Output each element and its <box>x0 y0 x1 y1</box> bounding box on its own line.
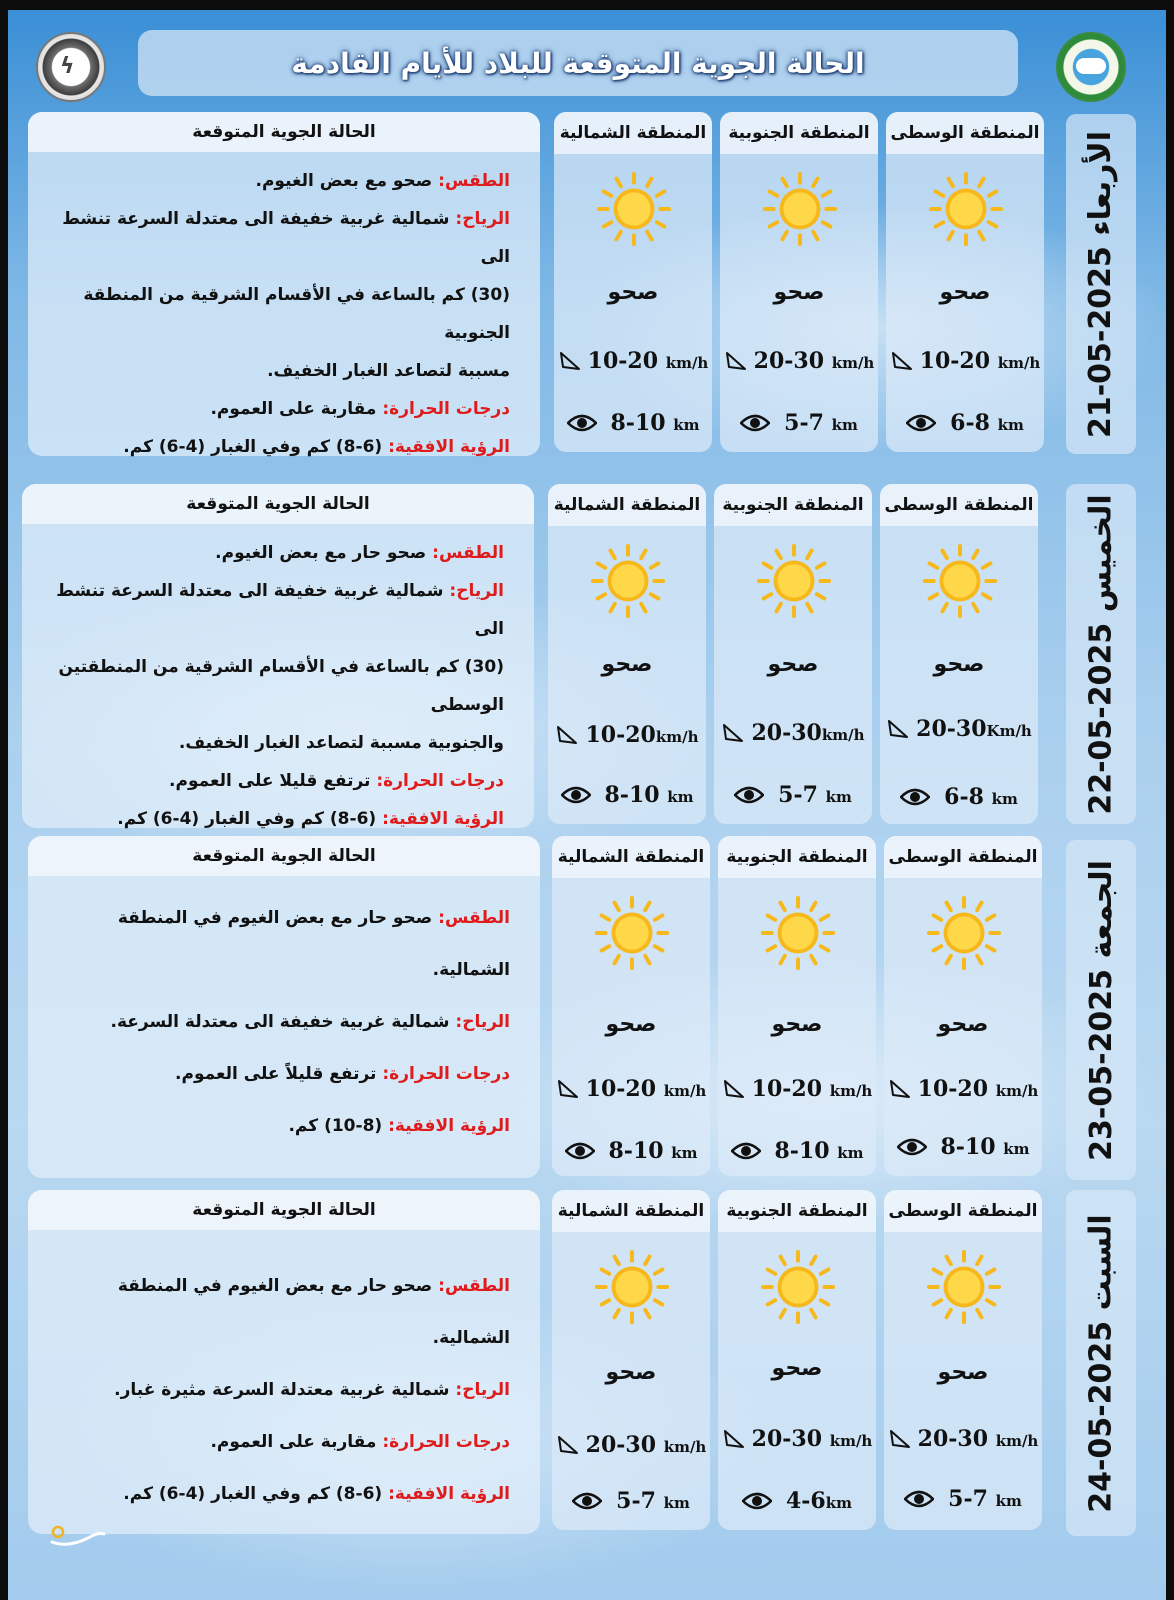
eye-icon <box>742 1491 772 1511</box>
visibility: 8-10 km <box>548 782 706 808</box>
wind-arrow-icon <box>555 723 579 747</box>
sun-ray <box>770 191 778 195</box>
forecast-line: درجات الحرارة: ترتفع قليلاً على العموم. <box>175 1064 510 1084</box>
sun-icon <box>921 542 999 620</box>
sun-ray <box>655 915 663 919</box>
condition-text: صحو <box>937 1012 989 1037</box>
sun-ray <box>614 903 618 911</box>
sun-ray <box>645 1310 649 1318</box>
sun-ray <box>645 1257 649 1265</box>
sun-ray <box>616 232 620 240</box>
sun-icon <box>593 1248 671 1326</box>
wind-speed: 10-20 km/h <box>554 348 712 374</box>
wind-arrow-icon <box>556 1433 580 1457</box>
sun-ray <box>655 1300 663 1304</box>
wind-speed: 20-30Km/h <box>880 716 1038 742</box>
sun-icon <box>589 542 667 620</box>
region-name: المنطقة الشمالية <box>554 112 712 154</box>
sun-ray <box>655 946 663 950</box>
sun-ray <box>782 232 786 240</box>
forecast-line: والجنوبية مسببة لتصاعد الغبار الخفيف. <box>178 733 504 753</box>
sun-ray <box>948 232 952 240</box>
forecast-panel <box>28 836 540 1178</box>
sun-ray <box>807 551 811 559</box>
eye-icon <box>731 1141 761 1161</box>
forecast-line: الطقس: صحو مع بعض الغيوم. <box>255 171 510 191</box>
region-name: المنطقة الوسطى <box>884 1190 1042 1232</box>
eye-icon <box>897 1137 927 1157</box>
sun-ray <box>651 594 659 598</box>
forecast-line: مسببة لتصاعد الغبار الخفيف. <box>267 361 510 381</box>
sun-ray <box>821 915 829 919</box>
sun-ray <box>614 1310 618 1318</box>
sun-ray <box>811 903 815 911</box>
sun-ray <box>647 232 651 240</box>
sun-ray <box>598 563 606 567</box>
region-card-central <box>884 836 1042 1176</box>
eye-icon <box>565 1141 595 1161</box>
forecast-line: الرؤية الافقية: (6-8) كم وفي الغبار (4-6) كم. <box>123 437 510 457</box>
forecast-text <box>22 524 534 838</box>
sun-ray <box>930 563 938 567</box>
sun-ray <box>987 1269 995 1273</box>
sun-ray <box>813 232 817 240</box>
sun-icon <box>595 170 673 248</box>
forecast-panel <box>28 112 540 456</box>
wind-arrow-icon <box>886 717 910 741</box>
sun-ray <box>977 956 981 964</box>
sun-ray <box>989 191 997 195</box>
sun-ray <box>768 946 776 950</box>
day-label: السبت 2025-05-24 <box>1066 1190 1136 1536</box>
forecast-text <box>28 1230 540 1520</box>
sun-ray <box>987 946 995 950</box>
forecast-text <box>28 152 540 466</box>
sun-icon <box>925 1248 1003 1326</box>
region-name: المنطقة الوسطى <box>884 836 1042 878</box>
sun-ray <box>946 1257 950 1265</box>
sun-ray <box>983 594 991 598</box>
day-label: الخميس 2025-05-22 <box>1066 484 1136 824</box>
sun-ray <box>823 191 831 195</box>
sun-ray <box>934 915 942 919</box>
sun-ray <box>811 1310 815 1318</box>
condition-text: صحو <box>773 280 825 305</box>
sun-icon <box>927 170 1005 248</box>
sun-ray <box>657 191 665 195</box>
sun-ray <box>987 1300 995 1304</box>
eye-icon <box>900 787 930 807</box>
sun-ray <box>948 179 952 187</box>
page-title-banner <box>138 30 1018 96</box>
wind-speed: 20-30 km/h <box>552 1432 710 1458</box>
region-name: المنطقة الشمالية <box>548 484 706 526</box>
sun-ray <box>657 222 665 226</box>
wind-arrow-icon <box>890 349 914 373</box>
forecast-line: الرياح: شمالية غربية خفيفة الى معتدلة السرعة تنشط الى <box>56 581 504 639</box>
wind-speed: 10-20km/h <box>548 722 706 748</box>
sun-icon <box>759 894 837 972</box>
condition-text: صحو <box>937 1360 989 1385</box>
wind-arrow-icon <box>556 1077 580 1101</box>
sun-ray <box>655 1269 663 1273</box>
forecast-line: الرؤية الافقية: (6-8) كم وفي الغبار (4-6) كم. <box>123 1484 510 1504</box>
forecast-line: (30) كم بالساعة في الأقسام الشرقية من المنطقة الجنوبية <box>83 285 510 343</box>
condition-text: صحو <box>605 1012 657 1037</box>
sun-ray <box>936 191 944 195</box>
sun-ray <box>641 604 645 612</box>
visibility: 8-10 km <box>718 1138 876 1164</box>
forecast-poster <box>8 10 1166 1600</box>
sun-ray <box>821 1269 829 1273</box>
forecast-line: الرؤية الافقية: (6-8) كم وفي الغبار (4-6) كم. <box>117 809 504 829</box>
sun-ray <box>780 903 784 911</box>
region-name: المنطقة الشمالية <box>552 1190 710 1232</box>
condition-text: صحو <box>601 652 653 677</box>
eye-icon <box>904 1489 934 1509</box>
visibility: 6-8 km <box>886 410 1044 436</box>
sun-ray <box>604 222 612 226</box>
condition-text: صحو <box>607 280 659 305</box>
wind-arrow-icon <box>721 721 745 745</box>
sun-ray <box>645 903 649 911</box>
day-label: الجمعة 2025-05-23 <box>1066 840 1136 1180</box>
forecast-title: الحالة الجوية المتوقعة <box>28 1190 540 1230</box>
forecast-title: الحالة الجوية المتوقعة <box>28 836 540 876</box>
wind-speed: 10-20 km/h <box>552 1076 710 1102</box>
sun-ray <box>647 179 651 187</box>
sun-ray <box>946 956 950 964</box>
sun-ray <box>776 604 780 612</box>
visibility: 5-7 km <box>720 410 878 436</box>
region-card-southern <box>718 1190 876 1530</box>
wind-arrow-icon <box>888 1077 912 1101</box>
eye-icon <box>906 413 936 433</box>
condition-text: صحو <box>767 652 819 677</box>
wind-arrow-icon <box>558 349 582 373</box>
sun-ray <box>782 179 786 187</box>
sun-ray <box>979 179 983 187</box>
sun-ray <box>614 956 618 964</box>
authority-logo <box>1056 32 1126 102</box>
visibility: 4-6km <box>718 1488 876 1514</box>
visibility: 6-8 km <box>880 784 1038 810</box>
sun-ray <box>764 594 772 598</box>
wind-arrow-icon <box>722 1077 746 1101</box>
forecast-line: الطقس: صحو حار مع بعض الغيوم. <box>215 543 504 563</box>
region-card-northern <box>548 484 706 824</box>
forecast-line: درجات الحرارة: مقاربة على العموم. <box>210 1432 510 1452</box>
cloud-icon <box>1076 58 1106 74</box>
sun-ray <box>979 232 983 240</box>
sun-ray <box>823 222 831 226</box>
sun-icon <box>925 894 1003 972</box>
forecast-line: الرياح: شمالية غربية معتدلة السرعة مثيرة غبار. <box>114 1380 510 1400</box>
sun-ray <box>936 222 944 226</box>
sun-ray <box>977 1257 981 1265</box>
region-card-northern <box>552 1190 710 1530</box>
wind-arrow-icon <box>888 1427 912 1451</box>
visibility: 8-10 km <box>554 410 712 436</box>
forecast-line: الطقس: صحو حار مع بعض الغيوم في المنطقة الشمالية. <box>117 908 510 980</box>
sun-ray <box>821 1300 829 1304</box>
visibility: 5-7 km <box>552 1488 710 1514</box>
sun-ray <box>780 956 784 964</box>
wind-speed: 20-30 km/h <box>884 1426 1042 1452</box>
forecast-line: درجات الحرارة: مقاربة على العموم. <box>210 399 510 419</box>
sun-ray <box>598 594 606 598</box>
sun-ray <box>946 1310 950 1318</box>
sun-ray <box>602 1269 610 1273</box>
region-name: المنطقة الجنوبية <box>720 112 878 154</box>
sun-ray <box>811 956 815 964</box>
visibility: 8-10 km <box>552 1138 710 1164</box>
forecast-line: الرؤية الافقية: (8-10) كم. <box>288 1116 510 1136</box>
sun-ray <box>817 594 825 598</box>
eye-icon <box>740 413 770 433</box>
sun-ray <box>942 551 946 559</box>
wind-arrow-icon <box>724 349 748 373</box>
lightning-icon: ϟ <box>60 54 75 79</box>
sun-ray <box>768 1300 776 1304</box>
sun-ray <box>768 1269 776 1273</box>
sun-ray <box>602 946 610 950</box>
sun-ray <box>977 903 981 911</box>
condition-text: صحو <box>933 652 985 677</box>
sun-ray <box>770 222 778 226</box>
forecast-panel <box>28 1190 540 1534</box>
forecast-panel <box>22 484 534 828</box>
region-card-southern <box>720 112 878 452</box>
forecast-line: الرياح: شمالية غربية خفيفة الى معتدلة السرعة تنشط الى <box>62 209 510 267</box>
condition-text: صحو <box>939 280 991 305</box>
wind-speed: 20-30 km/h <box>718 1426 876 1452</box>
sun-ray <box>610 551 614 559</box>
sun-ray <box>602 1300 610 1304</box>
forecast-title: الحالة الجوية المتوقعة <box>22 484 534 524</box>
wind-speed: 10-20 km/h <box>886 348 1044 374</box>
sun-ray <box>942 604 946 612</box>
wind-speed: 10-20 km/h <box>884 1076 1042 1102</box>
wind-arrow-icon <box>722 1427 746 1451</box>
eye-icon <box>734 785 764 805</box>
condition-text: صحو <box>771 1012 823 1037</box>
sun-ray <box>934 1269 942 1273</box>
sun-ray <box>610 604 614 612</box>
sun-ray <box>811 1257 815 1265</box>
sun-ray <box>780 1310 784 1318</box>
condition-text: صحو <box>771 1356 823 1381</box>
watermark-logo <box>48 1520 108 1550</box>
region-card-southern <box>714 484 872 824</box>
sun-icon <box>759 1248 837 1326</box>
sun-ray <box>821 946 829 950</box>
sun-ray <box>807 604 811 612</box>
sun-ray <box>768 915 776 919</box>
meteorology-logo <box>36 32 106 102</box>
sun-ray <box>946 903 950 911</box>
region-name: المنطقة الجنوبية <box>714 484 872 526</box>
wind-speed: 10-20 km/h <box>718 1076 876 1102</box>
region-card-northern <box>552 836 710 1176</box>
sun-ray <box>987 915 995 919</box>
forecast-line: الطقس: صحو حار مع بعض الغيوم في المنطقة الشمالية. <box>117 1276 510 1348</box>
visibility: 8-10 km <box>884 1134 1042 1160</box>
sun-ray <box>614 1257 618 1265</box>
forecast-text <box>28 876 540 1152</box>
region-name: المنطقة الوسطى <box>886 112 1044 154</box>
day-label: الأربعاء 2025-05-21 <box>1066 114 1136 454</box>
wind-speed: 20-30km/h <box>714 720 872 746</box>
sun-icon <box>761 170 839 248</box>
sun-ray <box>604 191 612 195</box>
sun-ray <box>817 563 825 567</box>
region-card-central <box>880 484 1038 824</box>
sun-ray <box>776 551 780 559</box>
forecast-line: درجات الحرارة: ترتفع قليلا على العموم. <box>169 771 504 791</box>
sun-icon <box>755 542 833 620</box>
sun-ray <box>934 1300 942 1304</box>
sun-ray <box>934 946 942 950</box>
eye-icon <box>561 785 591 805</box>
sun-ray <box>764 563 772 567</box>
region-name: المنطقة الشمالية <box>552 836 710 878</box>
region-card-central <box>886 112 1044 452</box>
eye-icon <box>572 1491 602 1511</box>
region-name: المنطقة الجنوبية <box>718 1190 876 1232</box>
sun-ray <box>602 915 610 919</box>
region-card-northern <box>554 112 712 452</box>
sun-ray <box>813 179 817 187</box>
page-title: الحالة الجوية المتوقعة للبلاد للأيام القادمة <box>291 46 865 80</box>
visibility: 5-7 km <box>884 1486 1042 1512</box>
sun-ray <box>645 956 649 964</box>
region-card-southern <box>718 836 876 1176</box>
sun-ray <box>930 594 938 598</box>
sun-ray <box>983 563 991 567</box>
sun-icon <box>593 894 671 972</box>
sun-ray <box>651 563 659 567</box>
forecast-line: الرياح: شمالية غربية خفيفة الى معتدلة السرعة. <box>110 1012 510 1032</box>
sun-ray <box>977 1310 981 1318</box>
sun-ray <box>616 179 620 187</box>
region-card-central <box>884 1190 1042 1530</box>
condition-text: صحو <box>605 1360 657 1385</box>
sun-ray <box>973 604 977 612</box>
forecast-title: الحالة الجوية المتوقعة <box>28 112 540 152</box>
visibility: 5-7 km <box>714 782 872 808</box>
sun-ray <box>641 551 645 559</box>
sun-ray <box>780 1257 784 1265</box>
eye-icon <box>567 413 597 433</box>
sun-ray <box>989 222 997 226</box>
wind-speed: 20-30 km/h <box>720 348 878 374</box>
sun-ray <box>973 551 977 559</box>
region-name: المنطقة الجنوبية <box>718 836 876 878</box>
region-name: المنطقة الوسطى <box>880 484 1038 526</box>
forecast-line: (30) كم بالساعة في الأقسام الشرقية من المنطقتين الوسطى <box>58 657 504 715</box>
